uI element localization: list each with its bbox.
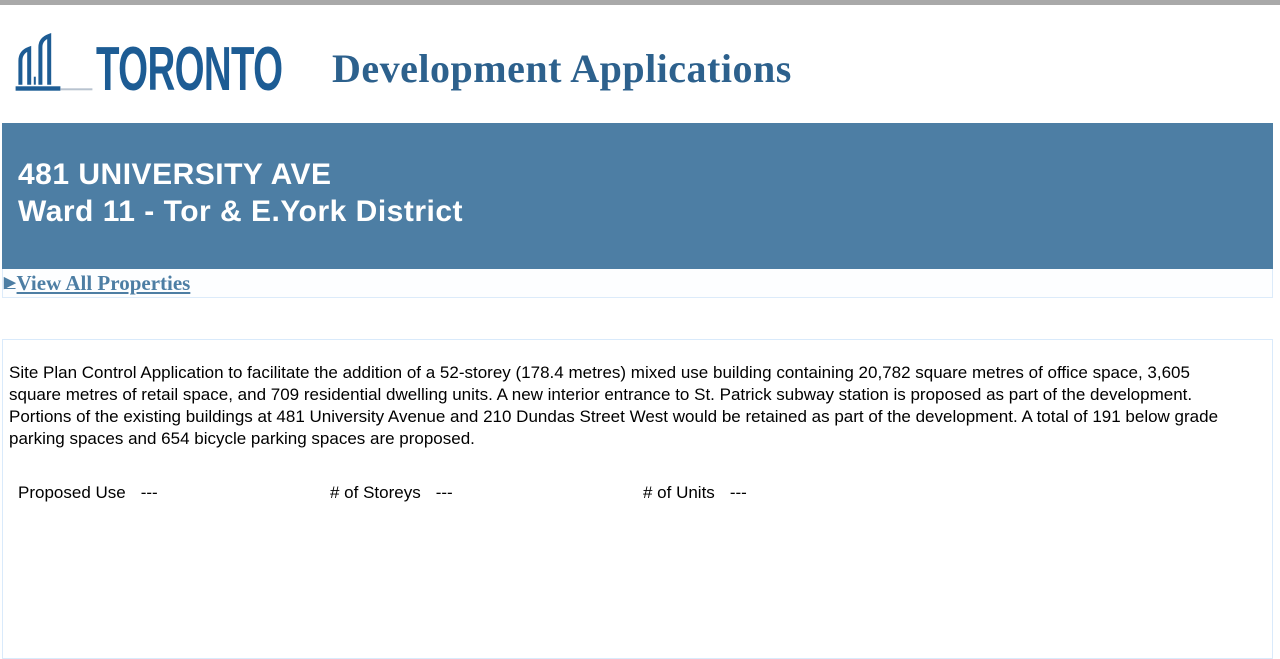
toronto-city-hall-icon (14, 29, 94, 102)
stat-units (643, 483, 747, 503)
application-details-box (2, 339, 1273, 659)
page-title: Development Applications (332, 46, 792, 91)
arrow-right-icon: ▶ (4, 275, 16, 291)
application-stats (9, 483, 1227, 505)
view-all-properties-label: View All Properties (16, 271, 191, 295)
application-description: Site Plan Control Application to facilitate the addition of a 52-storey (178.4 metres) mixed use building containing 20,782 square metres of office space, 3,605 square metres of retail space, and 709 residential dwelling units. A new interior entrance to St. Patrick subway station is proposed as part of the development. Portions of the existing buildings at 481 University Avenue and 210 Dundas Street West would be retained as part of the development. A total of 191 below grade parking spaces and 654 bicycle parking spaces are proposed. (9, 363, 1219, 448)
stat-proposed-use (18, 483, 158, 503)
stat-label: # of Storeys (330, 483, 421, 502)
property-address: 481 UNIVERSITY AVE (18, 158, 332, 191)
stat-storeys (330, 483, 453, 503)
stat-value: --- (140, 483, 158, 502)
content-spacer (0, 298, 1280, 339)
stat-value: --- (729, 483, 747, 502)
property-banner (2, 123, 1273, 269)
toronto-wordmark: TORONTO (96, 35, 283, 104)
view-all-properties-row (2, 269, 1273, 298)
property-ward-district: Ward 11 - Tor & E.York District (18, 195, 464, 228)
view-all-properties-link[interactable] (4, 271, 190, 295)
stat-value: --- (435, 483, 453, 502)
stat-label: # of Units (643, 483, 715, 502)
page-header (0, 5, 1280, 123)
stat-label: Proposed Use (18, 483, 126, 502)
